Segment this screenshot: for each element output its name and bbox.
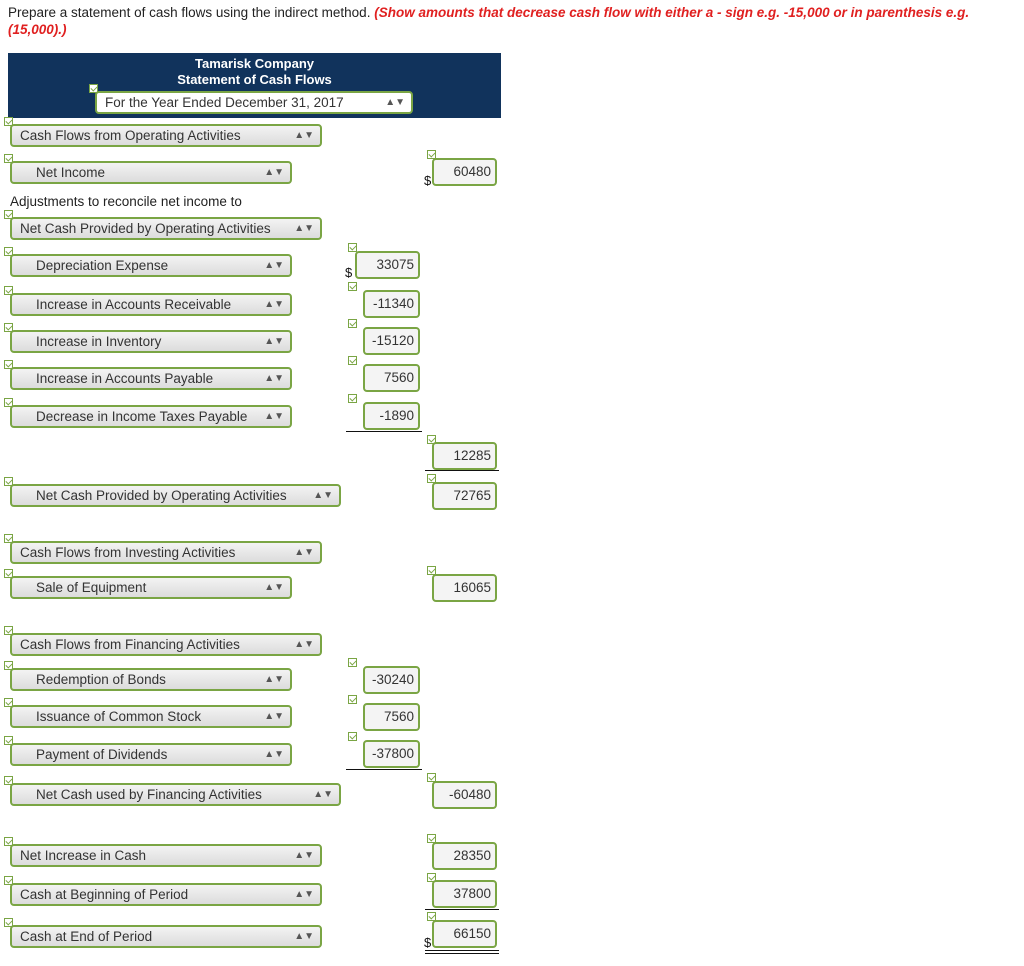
investing-heading-label: Cash Flows from Investing Activities bbox=[20, 545, 236, 560]
issuance-stock-label: Issuance of Common Stock bbox=[36, 709, 202, 724]
select-arrows-icon: ▲▼ bbox=[264, 674, 284, 685]
period-select[interactable] bbox=[95, 91, 413, 114]
select-arrows-icon: ▲▼ bbox=[294, 547, 314, 558]
select-arrows-icon: ▲▼ bbox=[264, 749, 284, 760]
select-arrows-icon: ▲▼ bbox=[313, 490, 333, 501]
net-operating-input[interactable]: 72765 bbox=[432, 482, 497, 510]
select-arrows-icon: ▲▼ bbox=[264, 411, 284, 422]
inventory-select[interactable] bbox=[10, 330, 292, 353]
cash-beginning-label: Cash at Beginning of Period bbox=[20, 887, 189, 902]
net-operating-select[interactable] bbox=[10, 484, 341, 507]
financing-heading-select[interactable] bbox=[10, 633, 322, 656]
accounts-payable-label: Increase in Accounts Payable bbox=[36, 371, 214, 386]
checkmark-icon bbox=[348, 695, 357, 704]
accounts-payable-input[interactable]: 7560 bbox=[363, 364, 420, 392]
select-arrows-icon: ▲▼ bbox=[264, 711, 284, 722]
checkmark-icon bbox=[348, 243, 357, 252]
checkmark-icon bbox=[348, 282, 357, 291]
select-arrows-icon: ▲▼ bbox=[264, 582, 284, 593]
instructions-emphasis: (Show amounts that decrease cash flow with either a - sign e.g. -15,000 or in parenthesis e.g. (15,000).) bbox=[8, 5, 970, 37]
financing-heading-label: Cash Flows from Financing Activities bbox=[20, 637, 240, 652]
dividends-select[interactable] bbox=[10, 743, 292, 766]
currency-symbol: $ bbox=[345, 265, 353, 280]
redemption-bonds-select[interactable] bbox=[10, 668, 292, 691]
checkmark-icon bbox=[348, 732, 357, 741]
select-arrows-icon: ▲▼ bbox=[264, 336, 284, 347]
cash-end-label: Cash at End of Period bbox=[20, 929, 153, 944]
statement-title: Statement of Cash Flows bbox=[177, 72, 332, 87]
redemption-bonds-input[interactable]: -30240 bbox=[363, 666, 420, 694]
depreciation-label: Depreciation Expense bbox=[36, 258, 169, 273]
select-arrows-icon: ▲▼ bbox=[294, 931, 314, 942]
issuance-stock-input[interactable]: 7560 bbox=[363, 703, 420, 731]
net-income-input[interactable]: 60480 bbox=[432, 158, 497, 186]
subtotal-underline bbox=[425, 909, 499, 910]
accounts-receivable-input[interactable]: -11340 bbox=[363, 290, 420, 318]
select-arrows-icon: ▲▼ bbox=[313, 789, 333, 800]
depreciation-select[interactable] bbox=[10, 254, 292, 277]
inventory-input[interactable]: -15120 bbox=[363, 327, 420, 355]
select-arrows-icon: ▲▼ bbox=[294, 850, 314, 861]
company-name: Tamarisk Company bbox=[195, 56, 314, 71]
instructions-text: Prepare a statement of cash flows using the indirect method. bbox=[8, 5, 371, 20]
cash-end-input[interactable]: 66150 bbox=[432, 920, 497, 948]
net-financing-label: Net Cash used by Financing Activities bbox=[36, 787, 262, 802]
net-operating-label: Net Cash Provided by Operating Activities bbox=[36, 488, 287, 503]
checkmark-icon bbox=[348, 658, 357, 667]
investing-heading-select[interactable] bbox=[10, 541, 322, 564]
currency-symbol: $ bbox=[424, 173, 432, 188]
income-taxes-select[interactable] bbox=[10, 405, 292, 428]
select-arrows-icon: ▲▼ bbox=[264, 167, 284, 178]
select-arrows-icon: ▲▼ bbox=[294, 130, 314, 141]
dividends-input[interactable]: -37800 bbox=[363, 740, 420, 768]
select-arrows-icon: ▲▼ bbox=[294, 223, 314, 234]
net-increase-select[interactable] bbox=[10, 844, 322, 867]
checkmark-icon bbox=[348, 394, 357, 403]
select-arrows-icon: ▲▼ bbox=[294, 889, 314, 900]
depreciation-input[interactable]: 33075 bbox=[355, 251, 420, 279]
checkmark-icon bbox=[348, 356, 357, 365]
instructions bbox=[8, 4, 1018, 38]
dividends-label: Payment of Dividends bbox=[36, 747, 168, 762]
total-double-underline bbox=[425, 950, 499, 954]
cash-beginning-select[interactable] bbox=[10, 883, 322, 906]
total-adjustments-input[interactable]: 12285 bbox=[432, 442, 497, 470]
net-financing-input[interactable]: -60480 bbox=[432, 781, 497, 809]
accounts-receivable-label: Increase in Accounts Receivable bbox=[36, 297, 232, 312]
cash-beginning-input[interactable]: 37800 bbox=[432, 880, 497, 908]
net-income-select[interactable] bbox=[10, 161, 292, 184]
redemption-bonds-label: Redemption of Bonds bbox=[36, 672, 166, 687]
income-taxes-label: Decrease in Income Taxes Payable bbox=[36, 409, 248, 424]
select-arrows-icon: ▲▼ bbox=[264, 373, 284, 384]
subtotal-underline bbox=[346, 431, 422, 432]
select-arrows-icon: ▲▼ bbox=[294, 639, 314, 650]
select-arrows-icon: ▲▼ bbox=[264, 299, 284, 310]
issuance-stock-select[interactable] bbox=[10, 705, 292, 728]
subtotal-underline bbox=[425, 470, 499, 471]
accounts-payable-select[interactable] bbox=[10, 367, 292, 390]
net-income-label: Net Income bbox=[36, 165, 106, 180]
select-arrows-icon: ▲▼ bbox=[264, 260, 284, 271]
inventory-label: Increase in Inventory bbox=[36, 334, 162, 349]
operating-heading-label: Cash Flows from Operating Activities bbox=[20, 128, 241, 143]
sale-equipment-input[interactable]: 16065 bbox=[432, 574, 497, 602]
net-increase-input[interactable]: 28350 bbox=[432, 842, 497, 870]
adjustments-select-label: Net Cash Provided by Operating Activities bbox=[20, 221, 271, 236]
sale-equipment-label: Sale of Equipment bbox=[36, 580, 147, 595]
select-arrows-icon: ▲▼ bbox=[385, 97, 405, 108]
checkmark-icon bbox=[348, 319, 357, 328]
accounts-receivable-select[interactable] bbox=[10, 293, 292, 316]
adjustments-select[interactable] bbox=[10, 217, 322, 240]
operating-heading-select[interactable] bbox=[10, 124, 322, 147]
currency-symbol: $ bbox=[424, 935, 432, 950]
net-increase-label: Net Increase in Cash bbox=[20, 848, 147, 863]
net-financing-select[interactable] bbox=[10, 783, 341, 806]
subtotal-underline bbox=[346, 769, 422, 770]
adjustments-text: Adjustments to reconcile net income to bbox=[10, 194, 242, 209]
income-taxes-input[interactable]: -1890 bbox=[363, 402, 420, 430]
cash-end-select[interactable] bbox=[10, 925, 322, 948]
sale-equipment-select[interactable] bbox=[10, 576, 292, 599]
period-select-value: For the Year Ended December 31, 2017 bbox=[105, 95, 344, 110]
